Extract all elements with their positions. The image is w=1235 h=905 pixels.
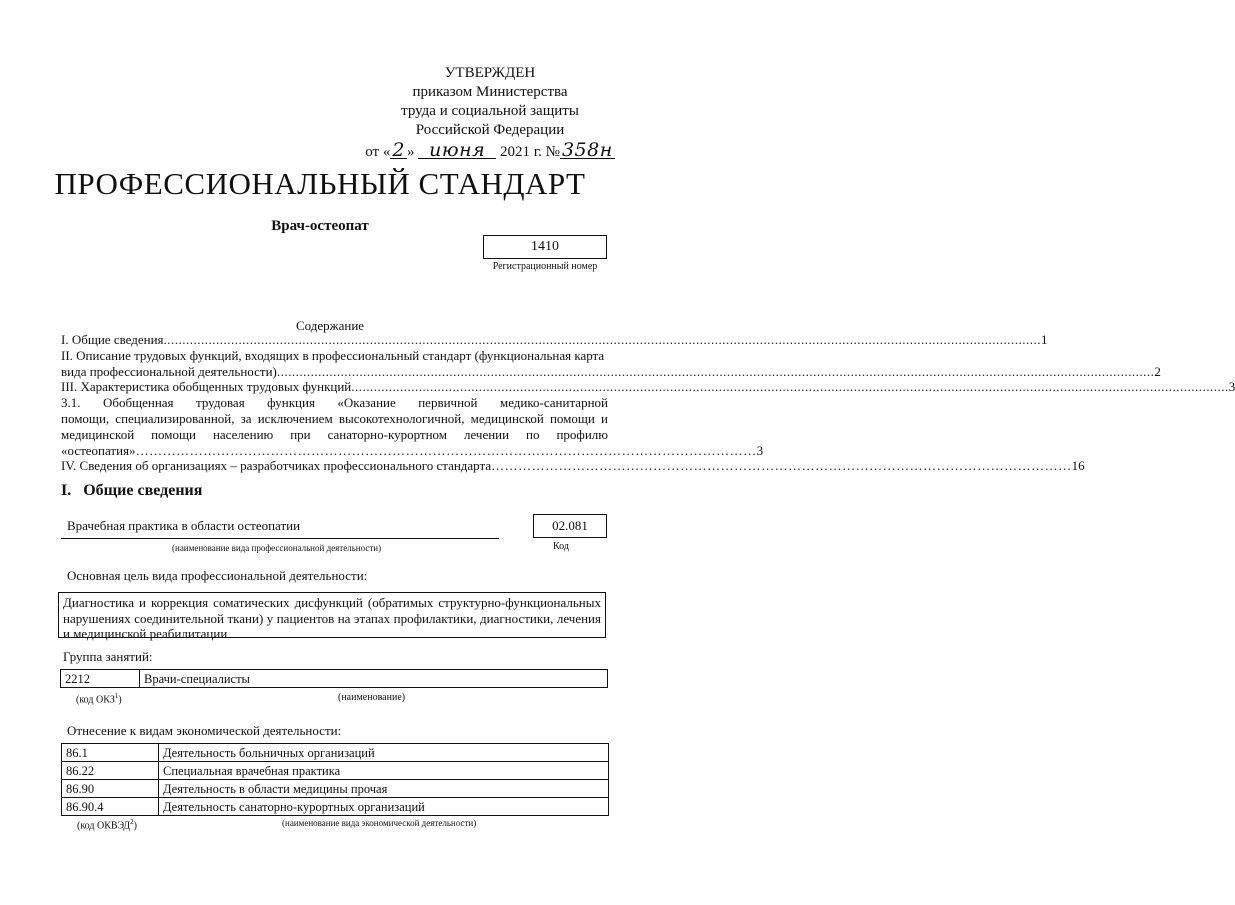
table-row [62, 798, 609, 816]
econ-name-caption: (наименование вида экономической деятельности) [282, 818, 477, 828]
approval-month: июня [418, 142, 496, 159]
approval-block [360, 64, 620, 162]
econ-code: 86.1 [62, 744, 159, 762]
table-row [61, 670, 608, 688]
econ-name: Специальная врачебная практика [159, 762, 609, 780]
occupation-label: Группа занятий: [63, 649, 153, 664]
contents-heading: Содержание [295, 318, 365, 333]
econ-name: Деятельность в области медицины прочая [159, 780, 609, 798]
econ-name: Деятельность больничных организаций [159, 744, 609, 762]
table-row [62, 762, 609, 780]
occupation-code: 2212 [61, 670, 140, 688]
approval-day: 2 [392, 139, 405, 161]
occupation-name: Врачи-специалисты [140, 670, 608, 688]
approval-number: 358н [561, 139, 613, 161]
code-caption: Код [553, 541, 569, 552]
approval-date-line: от « 2 » июня 2021 г. № 358н [365, 139, 613, 161]
occupation-table [60, 669, 608, 688]
toc-item[interactable]: III. Характеристика обобщенных трудовых функций .......................................................................................................................................................................................................................................... 3 [61, 379, 1235, 395]
approval-order: приказом Министерства [412, 84, 568, 100]
goal-text: Диагностика и коррекция соматических дисфункций (обратимых структурно-функциональных нарушениях соединительной ткани) у пациентов на этапах профилактики, диагностики, лечения и медицинской реабилитации [58, 592, 606, 638]
table-row [62, 744, 609, 762]
approval-ministry: труда и социальной защиты [401, 103, 579, 119]
toc-item[interactable]: IV. Сведения об организациях – разработчиках профессионального стандарта ………………………………………………………………………………………………………………… 16 [61, 458, 1085, 474]
document-subtitle: Врач-остеопат [271, 218, 369, 234]
econ-name: Деятельность санаторно-курортных организаций [159, 798, 609, 816]
econ-code: 86.22 [62, 762, 159, 780]
toc-item[interactable]: II. Описание трудовых функций, входящих в профессиональный стандарт (функциональная карта вида профессиональной деятельности) .......................................................................................................................................................................................................................................... 2 [61, 347, 1161, 379]
econ-table [61, 743, 609, 816]
registration-number-label: Регистрационный номер [492, 261, 598, 272]
econ-code: 86.90.4 [62, 798, 159, 816]
toc-item[interactable]: 3.1. Обобщенная трудовая функция «Оказание первичной медико-санитарной помощи, специализированной, за исключением высокотехнологичной, медицинской помощи и медицинской помощи населению при санаторно-курортном лечении по профилю «остеопатия» ………………………………………………………………………………………………………………………… 3 [61, 395, 764, 458]
approval-title: УТВЕРЖДЕН [444, 65, 536, 81]
approval-country: Российской Федерации [415, 122, 565, 138]
toc-item[interactable]: I. Общие сведения .......................................................................................................................................................................................................................................... 1 [61, 332, 1048, 347]
okved-caption: (код ОКВЭД$^2$) [77, 818, 137, 832]
table-of-contents [61, 332, 1235, 474]
econ-code: 86.90 [62, 780, 159, 798]
okz-caption: (код ОКЗ$^1$) [76, 692, 122, 706]
name-caption: (наименование) [338, 692, 406, 703]
activity-code-box: 02.081 [533, 514, 607, 538]
econ-label: Отнесение к видам экономической деятельности: [67, 723, 342, 738]
document-title: ПРОФЕССИОНАЛЬНЫЙ СТАНДАРТ [54, 166, 586, 201]
activity-name: Врачебная практика в области остеопатии [67, 518, 301, 533]
section-heading: I. Общие сведения [61, 482, 203, 499]
goal-label: Основная цель вида профессиональной деятельности: [67, 568, 368, 583]
registration-number-box: 1410 [483, 235, 607, 259]
table-row [62, 780, 609, 798]
activity-caption: (наименование вида профессиональной деятельности) [172, 543, 382, 553]
activity-underline [61, 538, 499, 539]
